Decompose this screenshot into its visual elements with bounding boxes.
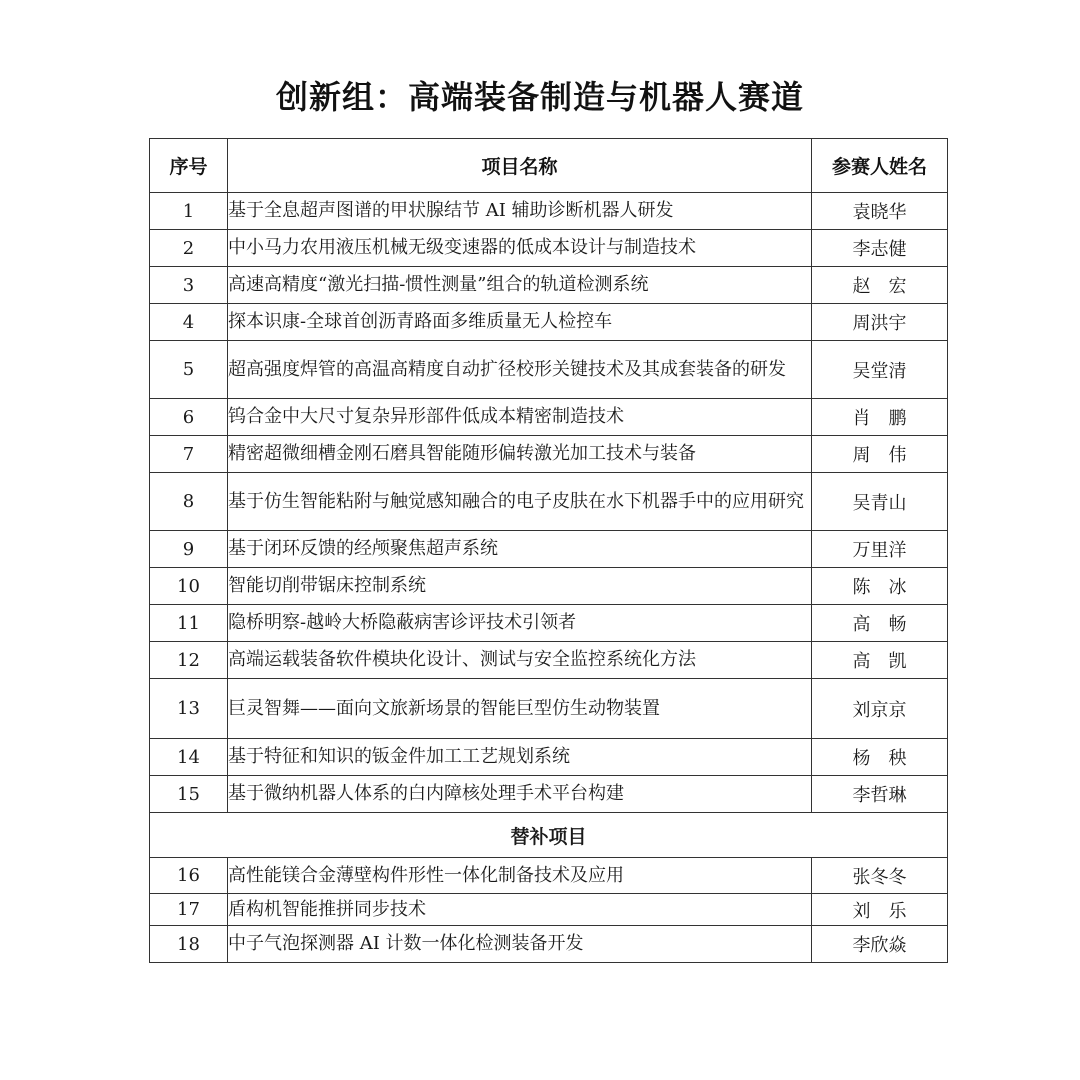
- participant-name: 万里洋: [812, 531, 948, 568]
- participant-name: 李欣焱: [812, 926, 948, 963]
- project-name: 基于仿生智能粘附与触觉感知融合的电子皮肤在水下机器手中的应用研究: [228, 473, 812, 531]
- participant-name: 刘 乐: [812, 894, 948, 926]
- project-name: 探本识康-全球首创沥青路面多维质量无人检控车: [228, 304, 812, 341]
- section-label: 替补项目: [150, 813, 948, 858]
- participant-name: 高 畅: [812, 605, 948, 642]
- table-row: [150, 739, 948, 776]
- page-title: 创新组：高端装备制造与机器人赛道: [275, 78, 804, 116]
- row-number: 13: [150, 679, 228, 739]
- participant-name: 李志健: [812, 230, 948, 267]
- project-table: [149, 138, 948, 963]
- project-name: 基于全息超声图谱的甲状腺结节 AI 辅助诊断机器人研发: [228, 193, 812, 230]
- table-row: [150, 230, 948, 267]
- row-number: 18: [150, 926, 228, 963]
- table-row: [150, 894, 948, 926]
- row-number: 2: [150, 230, 228, 267]
- project-name: 中小马力农用液压机械无级变速器的低成本设计与制造技术: [228, 230, 812, 267]
- table-row: [150, 267, 948, 304]
- row-number: 16: [150, 858, 228, 894]
- row-number: 17: [150, 894, 228, 926]
- table-row: [150, 399, 948, 436]
- header-no: 序号: [150, 139, 228, 193]
- project-name: 中子气泡探测器 AI 计数一体化检测装备开发: [228, 926, 812, 963]
- participant-name: 吴青山: [812, 473, 948, 531]
- table-row: [150, 473, 948, 531]
- project-name: 基于微纳机器人体系的白内障核处理手术平台构建: [228, 776, 812, 813]
- table-row: [150, 193, 948, 230]
- project-name: 高性能镁合金薄壁构件形性一体化制备技术及应用: [228, 858, 812, 894]
- header-participant: 参赛人姓名: [812, 139, 948, 193]
- header-project-name: 项目名称: [228, 139, 812, 193]
- table-row: [150, 926, 948, 963]
- participant-name: 杨 秧: [812, 739, 948, 776]
- table-row: [150, 642, 948, 679]
- project-name: 精密超微细槽金刚石磨具智能随形偏转激光加工技术与装备: [228, 436, 812, 473]
- participant-name: 肖 鹏: [812, 399, 948, 436]
- row-number: 4: [150, 304, 228, 341]
- row-number: 7: [150, 436, 228, 473]
- section-row: [150, 813, 948, 858]
- participant-name: 赵 宏: [812, 267, 948, 304]
- table-row: [150, 341, 948, 399]
- project-name: 基于闭环反馈的经颅聚焦超声系统: [228, 531, 812, 568]
- row-number: 3: [150, 267, 228, 304]
- row-number: 12: [150, 642, 228, 679]
- row-number: 1: [150, 193, 228, 230]
- project-name: 盾构机智能推拼同步技术: [228, 894, 812, 926]
- project-name: 隐桥明察-越岭大桥隐蔽病害诊评技术引领者: [228, 605, 812, 642]
- table-row: [150, 531, 948, 568]
- row-number: 8: [150, 473, 228, 531]
- participant-name: 吴堂清: [812, 341, 948, 399]
- table-row: [150, 436, 948, 473]
- row-number: 15: [150, 776, 228, 813]
- table-row: [150, 304, 948, 341]
- project-name: 高端运载装备软件模块化设计、测试与安全监控系统化方法: [228, 642, 812, 679]
- participant-name: 周洪宇: [812, 304, 948, 341]
- main-project-rows: [150, 193, 948, 813]
- row-number: 6: [150, 399, 228, 436]
- project-name: 智能切削带锯床控制系统: [228, 568, 812, 605]
- participant-name: 刘京京: [812, 679, 948, 739]
- alternate-project-rows: [150, 858, 948, 963]
- row-number: 10: [150, 568, 228, 605]
- table-row: [150, 776, 948, 813]
- table-row: [150, 858, 948, 894]
- participant-name: 高 凯: [812, 642, 948, 679]
- section-alternates: [150, 813, 948, 858]
- project-name: 钨合金中大尺寸复杂异形部件低成本精密制造技术: [228, 399, 812, 436]
- row-number: 5: [150, 341, 228, 399]
- participant-name: 陈 冰: [812, 568, 948, 605]
- row-number: 9: [150, 531, 228, 568]
- project-name: 巨灵智舞——面向文旅新场景的智能巨型仿生动物装置: [228, 679, 812, 739]
- project-name: 超高强度焊管的高温高精度自动扩径校形关键技术及其成套装备的研发: [228, 341, 812, 399]
- participant-name: 袁晓华: [812, 193, 948, 230]
- project-name: 基于特征和知识的钣金件加工工艺规划系统: [228, 739, 812, 776]
- row-number: 14: [150, 739, 228, 776]
- project-name: 高速高精度“激光扫描-惯性测量”组合的轨道检测系统: [228, 267, 812, 304]
- row-number: 11: [150, 605, 228, 642]
- participant-name: 李哲琳: [812, 776, 948, 813]
- participant-name: 周 伟: [812, 436, 948, 473]
- table-header-row: [150, 139, 948, 193]
- table-row: [150, 679, 948, 739]
- table-row: [150, 568, 948, 605]
- participant-name: 张冬冬: [812, 858, 948, 894]
- table-row: [150, 605, 948, 642]
